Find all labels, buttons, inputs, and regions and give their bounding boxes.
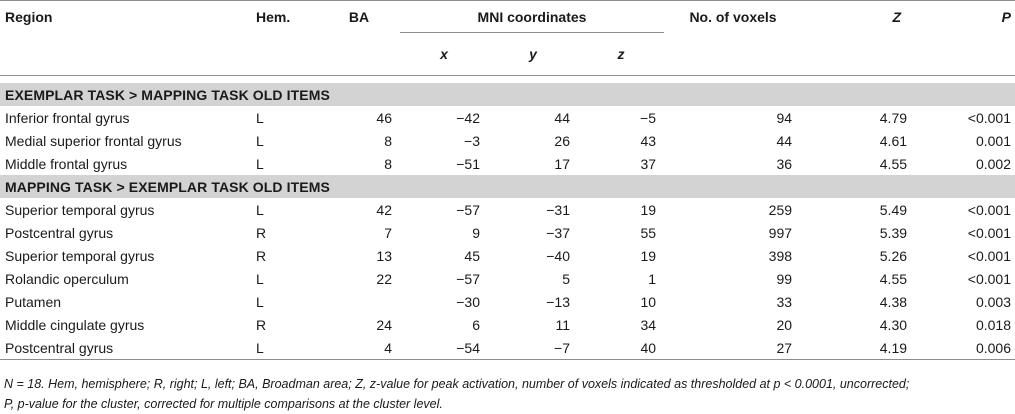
cell-y: −13 [546, 293, 570, 310]
cell-z-value: 4.55 [879, 155, 908, 172]
cell-z-value: 4.55 [879, 270, 908, 287]
cell-region: Middle cingulate gyrus [5, 316, 145, 333]
cell-ba: 4 [384, 339, 392, 356]
cell-voxels: 94 [776, 109, 793, 126]
cell-x: −3 [464, 132, 480, 149]
cell-region: Putamen [5, 293, 62, 310]
cell-region: Rolandic operculum [5, 270, 129, 287]
header-region: Region [5, 9, 53, 25]
cell-hemisphere: L [256, 339, 264, 356]
table-row [0, 152, 1015, 175]
cell-hemisphere: L [256, 132, 264, 149]
cell-x: −57 [456, 201, 480, 218]
cell-z-value: 4.79 [879, 109, 908, 126]
cell-z-value: 5.49 [879, 201, 908, 218]
cell-p-value: <0.001 [967, 109, 1012, 126]
header-hem: Hem. [256, 9, 291, 25]
cell-p-value: <0.001 [967, 201, 1012, 218]
table-body [0, 76, 1015, 360]
table-row [0, 313, 1015, 336]
footnote-line-2: P, p-value for the cluster, corrected for multiple comparisons at the cluster level. [4, 397, 443, 411]
cell-hemisphere: L [256, 201, 264, 218]
cell-y: −37 [546, 224, 570, 241]
header-y: y [529, 46, 537, 62]
cell-region: Inferior frontal gyrus [5, 109, 130, 126]
spacer-row [0, 76, 1015, 84]
cell-ba: 42 [376, 201, 392, 218]
cell-p-value: 0.006 [975, 339, 1012, 356]
cell-z-value: 4.19 [879, 339, 908, 356]
cell-z-value: 4.30 [879, 316, 908, 333]
cell-voxels: 398 [768, 247, 793, 264]
cell-y: −31 [546, 201, 570, 218]
cell-hemisphere: R [256, 247, 267, 264]
cell-ba: 7 [384, 224, 392, 241]
cell-voxels: 99 [776, 270, 793, 287]
cell-hemisphere: R [256, 316, 267, 333]
table-row [0, 129, 1015, 152]
table-row [0, 221, 1015, 244]
cell-voxels: 20 [776, 316, 793, 333]
cell-voxels: 997 [768, 224, 793, 241]
section-title: MAPPING TASK > EXEMPLAR TASK OLD ITEMS [0, 175, 1015, 198]
cell-voxels: 36 [776, 155, 793, 172]
cell-y: 44 [554, 109, 570, 126]
table-footnote [4, 374, 1012, 414]
cell-p-value: 0.002 [975, 155, 1012, 172]
cell-ba: 8 [384, 155, 392, 172]
section-title: EXEMPLAR TASK > MAPPING TASK OLD ITEMS [0, 83, 1015, 106]
header-ba: BA [348, 9, 370, 25]
header-p-value: P [1001, 9, 1012, 25]
cell-ba: 24 [376, 316, 392, 333]
cell-z: 37 [640, 155, 657, 172]
mni-underline [400, 32, 664, 33]
header-voxels: No. of voxels [689, 9, 777, 25]
cell-z: 34 [640, 316, 657, 333]
cell-x: −30 [456, 293, 480, 310]
header-spacer [802, 33, 917, 76]
cell-p-value: <0.001 [967, 224, 1012, 241]
table-row [0, 244, 1015, 267]
cell-z: 40 [640, 339, 657, 356]
cell-region: Postcentral gyrus [5, 339, 114, 356]
header-x: x [440, 46, 448, 62]
cell-z-value: 4.61 [879, 132, 908, 149]
cell-z: 1 [648, 270, 657, 287]
cell-hemisphere: L [256, 293, 264, 310]
cell-ba: 22 [376, 270, 392, 287]
header-spacer [0, 33, 252, 76]
cell-z-value: 4.38 [879, 293, 908, 310]
cell-hemisphere: L [256, 270, 264, 287]
table-row [0, 290, 1015, 313]
cell-ba [318, 290, 400, 313]
cell-z-value: 5.26 [879, 247, 908, 264]
header-spacer [917, 33, 1015, 76]
cell-z: 55 [640, 224, 657, 241]
cell-y: 26 [554, 132, 570, 149]
cell-y: 17 [554, 155, 570, 172]
header-mni-label: MNI coordinates [477, 9, 587, 25]
cell-voxels: 33 [776, 293, 793, 310]
cell-ba: 8 [384, 132, 392, 149]
cell-region: Middle frontal gyrus [5, 155, 128, 172]
table-row [0, 336, 1015, 360]
cell-voxels: 44 [776, 132, 793, 149]
cell-hemisphere: R [256, 224, 267, 241]
cell-ba: 46 [376, 109, 392, 126]
cell-y: −40 [546, 247, 570, 264]
cell-p-value: 0.018 [975, 316, 1012, 333]
header-spacer [318, 33, 400, 76]
cell-p-value: 0.001 [975, 132, 1012, 149]
cell-z: 19 [640, 247, 657, 264]
cell-y: 11 [555, 316, 570, 333]
cell-x: −51 [456, 155, 480, 172]
header-z-value: Z [892, 9, 902, 25]
cell-p-value: <0.001 [967, 270, 1012, 287]
cell-hemisphere: L [256, 155, 264, 172]
cell-voxels: 259 [768, 201, 793, 218]
header-spacer [252, 33, 318, 76]
section-header-row [0, 175, 1015, 198]
header-z: z [617, 46, 625, 62]
cell-y: −7 [554, 339, 570, 356]
cell-x: −42 [456, 109, 480, 126]
cell-z-value: 5.39 [879, 224, 908, 241]
cell-region: Postcentral gyrus [5, 224, 114, 241]
cell-hemisphere: L [256, 109, 264, 126]
header-mni [400, 1, 664, 34]
cell-ba: 13 [376, 247, 392, 264]
header-row-2 [0, 33, 1015, 76]
footnote-line-1: N = 18. Hem, hemisphere; R, right; L, left; BA, Broadman area; Z, z-value for peak activation, number of voxels indicated as thresholded at p < 0.0001, uncorrected; [4, 377, 910, 391]
cell-z: 10 [640, 293, 657, 310]
cell-p-value: 0.003 [975, 293, 1012, 310]
cell-x: −57 [456, 270, 480, 287]
cell-z: −5 [640, 109, 657, 126]
cell-z: 43 [640, 132, 657, 149]
cell-voxels: 27 [776, 339, 793, 356]
cell-z: 19 [640, 201, 657, 218]
table-row [0, 267, 1015, 290]
header-row-1 [0, 1, 1015, 34]
header-spacer [664, 33, 802, 76]
section-header-row [0, 83, 1015, 106]
cell-x: 6 [472, 316, 480, 333]
table-row [0, 198, 1015, 221]
cell-y: 5 [562, 270, 570, 287]
table-header [0, 1, 1015, 76]
table-row [0, 106, 1015, 129]
cell-region: Medial superior frontal gyrus [5, 132, 182, 149]
cell-p-value: <0.001 [967, 247, 1012, 264]
cell-region: Superior temporal gyrus [5, 201, 155, 218]
cell-region: Superior temporal gyrus [5, 247, 155, 264]
cell-x: −54 [456, 339, 480, 356]
cell-x: 9 [472, 224, 480, 241]
cell-x: 45 [464, 247, 480, 264]
